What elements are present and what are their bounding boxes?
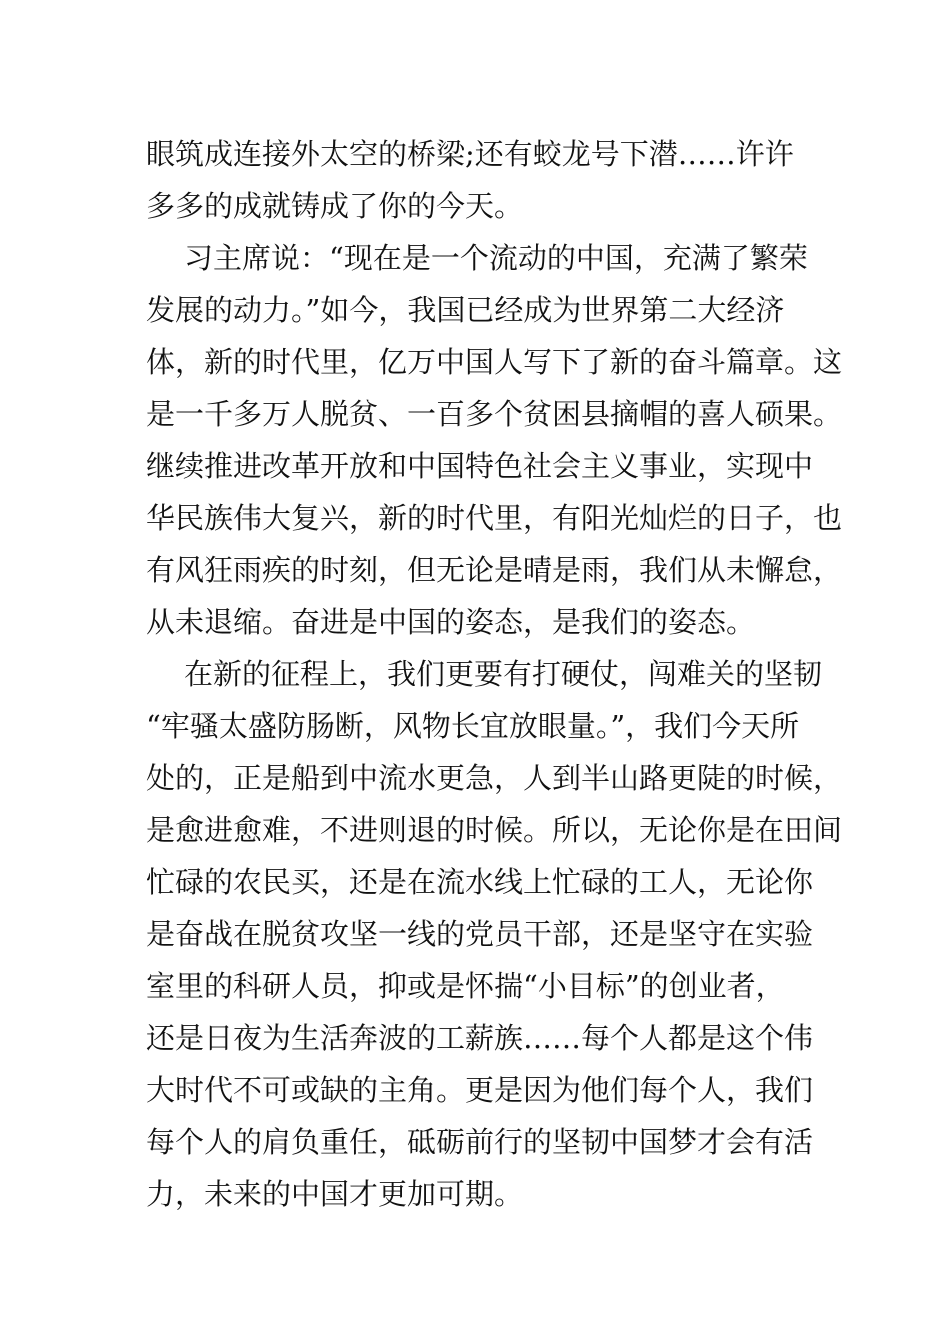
text-line: 是奋战在脱贫攻坚一线的党员干部，还是坚守在实验 [146,917,814,951]
text-line: 室里的科研人员，抑或是怀揣“小目标”的创业者， [146,969,785,1003]
paragraph-start-line: 习主席说：“现在是一个流动的中国，充满了繁荣 [184,241,808,275]
text-line: 继续推进改革开放和中国特色社会主义事业，实现中 [146,449,814,483]
body-text [146,128,843,1220]
text-line: 处的，正是船到中流水更急，人到半山路更陡的时候， [146,761,843,795]
text-line: 体，新的时代里，亿万中国人写下了新的奋斗篇章。这 [146,345,843,379]
text-line: 从未退缩。奋进是中国的姿态，是我们的姿态。 [146,605,756,639]
text-line: 大时代不可或缺的主角。更是因为他们每个人，我们 [146,1073,814,1107]
text-line: 眼筑成连接外太空的桥梁;还有蛟龙号下潜……许许 [146,137,794,171]
text-line: 还是日夜为生活奔波的工薪族……每个人都是这个伟 [146,1021,814,1055]
text-line: 发展的动力。”如今，我国已经成为世界第二大经济 [146,293,785,327]
text-line: 每个人的肩负重任，砥砺前行的坚韧中国梦才会有活 [146,1125,814,1159]
text-line: 是一千多万人脱贫、一百多个贫困县摘帽的喜人硕果。 [146,397,843,431]
text-line: 忙碌的农民买，还是在流水线上忙碌的工人，无论你 [146,865,814,899]
text-line: 力，未来的中国才更加可期。 [146,1177,524,1211]
paragraph-start-line: 在新的征程上，我们更要有打硬仗，闯难关的坚韧 [184,657,823,691]
text-line: 华民族伟大复兴，新的时代里，有阳光灿烂的日子，也 [146,501,843,535]
text-line: 是愈进愈难，不进则退的时候。所以，无论你是在田间 [146,813,843,847]
text-line: 多多的成就铸成了你的今天。 [146,189,524,223]
text-line: “牢骚太盛防肠断，风物长宜放眼量。”，我们今天所 [146,709,800,743]
text-line: 有风狂雨疾的时刻，但无论是晴是雨，我们从未懈怠， [146,553,843,587]
